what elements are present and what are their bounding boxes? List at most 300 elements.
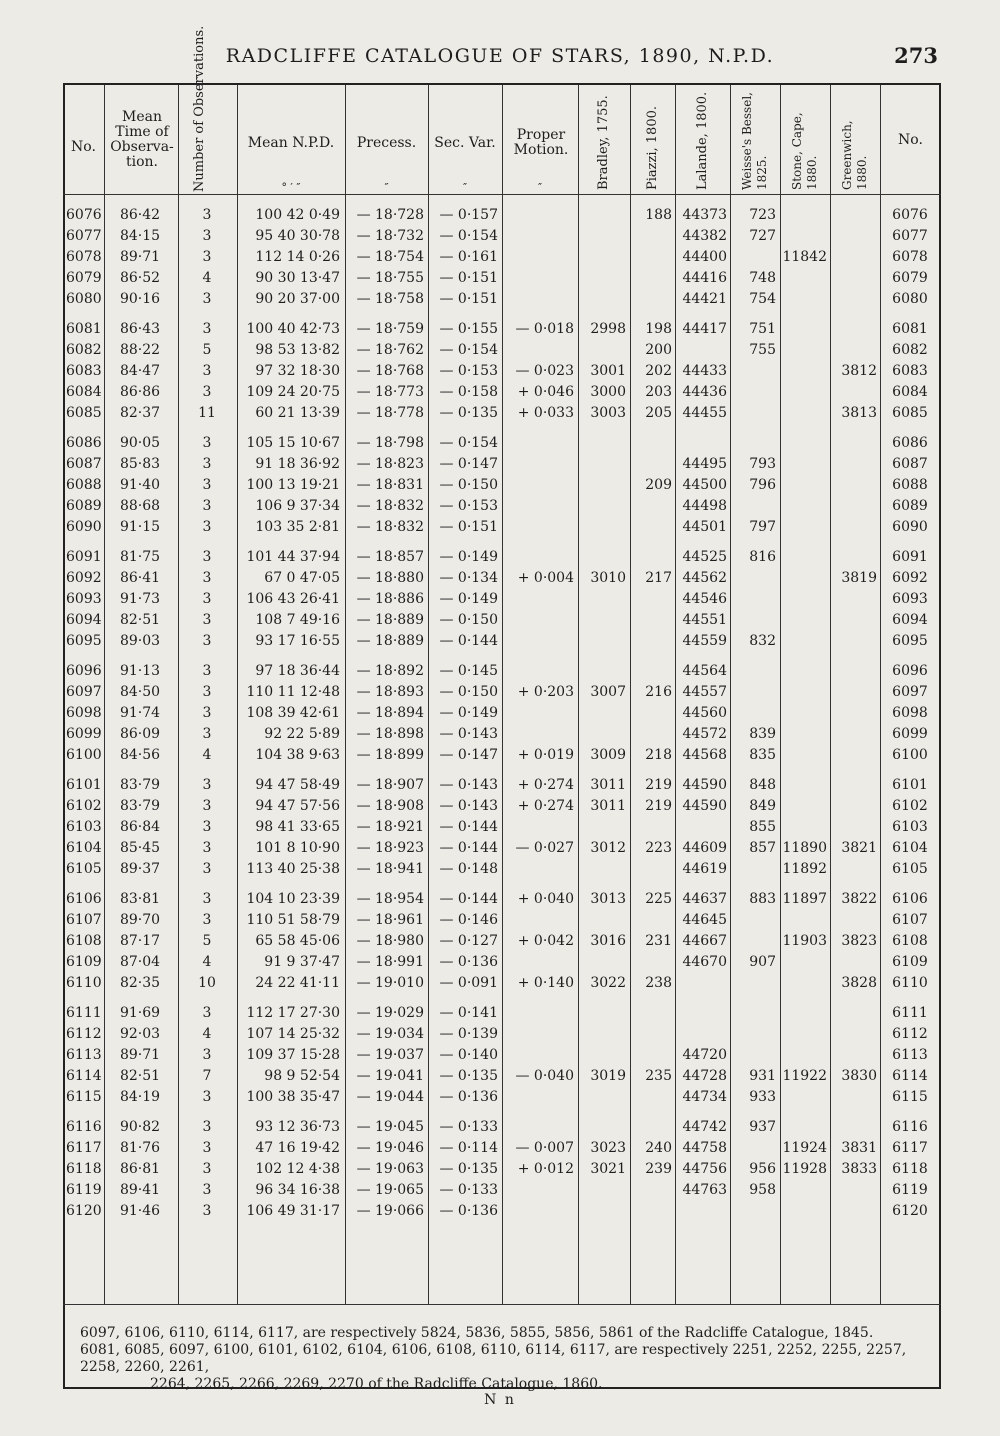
table-cell-n: 3 (202, 498, 212, 514)
table-cell-sv: — 0·141 (439, 1005, 498, 1021)
table-cell-gr: 3833 (841, 1161, 877, 1177)
table-cell-lal: 44590 (682, 777, 727, 793)
table-cell-prec: — 19·045 (356, 1119, 424, 1135)
table-cell-npd: 104 38 9·63 (255, 747, 340, 763)
table-cell-no2: 6085 (892, 405, 928, 421)
table-cell-npd: 112 17 27·30 (246, 1005, 340, 1021)
table-cell-no2: 6111 (892, 1005, 928, 1021)
table-cell-n: 3 (202, 549, 212, 565)
table-cell-prec: — 18·857 (356, 549, 424, 565)
table-cell-time: 87·17 (119, 933, 161, 949)
table-cell-lal: 44637 (682, 891, 727, 907)
table-cell-pm: + 0·019 (517, 747, 574, 763)
table-cell-piaz: 198 (645, 321, 672, 337)
table-cell-n: 3 (202, 1161, 212, 1177)
table-cell-piaz: 217 (645, 570, 672, 586)
table-cell-n: 3 (202, 1203, 212, 1219)
table-cell-time: 91·74 (119, 705, 161, 721)
table-cell-no: 6115 (66, 1089, 102, 1105)
table-cell-no2: 6119 (892, 1182, 928, 1198)
table-cell-n: 4 (202, 747, 212, 763)
table-cell-lal: 44501 (682, 519, 727, 535)
col-header-piazzi: Piazzi, 1800. (645, 106, 660, 190)
table-cell-no2: 6097 (892, 684, 928, 700)
table-cell-weis: 793 (749, 456, 776, 472)
table-cell-lal: 44551 (682, 612, 727, 628)
table-cell-time: 86·41 (119, 570, 161, 586)
table-cell-sv: — 0·151 (439, 270, 498, 286)
table-cell-lal: 44670 (682, 954, 727, 970)
table-cell-no: 6109 (66, 954, 102, 970)
table-cell-no2: 6120 (892, 1203, 928, 1219)
table-cell-npd: 107 14 25·32 (246, 1026, 340, 1042)
table-cell-gr: 3822 (841, 891, 877, 907)
table-cell-lal: 44758 (682, 1140, 727, 1156)
table-cell-npd: 104 10 23·39 (246, 891, 340, 907)
table-cell-no: 6107 (66, 912, 102, 928)
table-cell-weis: 849 (749, 798, 776, 814)
table-cell-prec: — 18·768 (356, 363, 424, 379)
table-cell-time: 83·81 (119, 891, 161, 907)
table-cell-piaz: 219 (645, 798, 672, 814)
table-cell-stone: 11922 (782, 1068, 827, 1084)
table-cell-pm: + 0·274 (517, 798, 574, 814)
table-cell-time: 91·69 (119, 1005, 161, 1021)
table-cell-lal: 44564 (682, 663, 727, 679)
table-cell-piaz: 223 (645, 840, 672, 856)
table-cell-time: 91·15 (119, 519, 161, 535)
table-cell-npd: 93 17 16·55 (255, 633, 340, 649)
table-cell-weis: 796 (749, 477, 776, 493)
table-cell-prec: — 18·732 (356, 228, 424, 244)
table-cell-npd: 94 47 58·49 (255, 777, 340, 793)
table-cell-no: 6119 (66, 1182, 102, 1198)
table-cell-piaz: 216 (645, 684, 672, 700)
table-cell-no2: 6105 (892, 861, 928, 877)
table-cell-no2: 6103 (892, 819, 928, 835)
table-cell-npd: 110 11 12·48 (246, 684, 340, 700)
table-cell-sv: — 0·149 (439, 549, 498, 565)
table-cell-n: 3 (202, 798, 212, 814)
table-cell-npd: 105 15 10·67 (246, 435, 340, 451)
table-cell-no: 6078 (66, 249, 102, 265)
table-cell-lal: 44433 (682, 363, 727, 379)
table-cell-no: 6106 (66, 891, 102, 907)
table-cell-npd: 24 22 41·11 (255, 975, 340, 991)
table-cell-sv: — 0·154 (439, 228, 498, 244)
table-cell-prec: — 19·037 (356, 1047, 424, 1063)
table-cell-no2: 6110 (892, 975, 928, 991)
table-cell-pm: — 0·040 (515, 1068, 574, 1084)
table-cell-brad: 3023 (590, 1140, 626, 1156)
table-cell-stone: 11924 (782, 1140, 827, 1156)
table-cell-no: 6113 (66, 1047, 102, 1063)
table-cell-no2: 6090 (892, 519, 928, 535)
table-cell-piaz: 219 (645, 777, 672, 793)
table-cell-stone: 11903 (782, 933, 827, 949)
table-cell-n: 3 (202, 663, 212, 679)
table-cell-npd: 47 16 19·42 (255, 1140, 340, 1156)
table-cell-time: 82·51 (119, 612, 161, 628)
table-cell-n: 3 (202, 633, 212, 649)
table-cell-n: 3 (202, 705, 212, 721)
table-cell-time: 89·71 (119, 1047, 161, 1063)
table-cell-no2: 6077 (892, 228, 928, 244)
table-cell-lal: 44756 (682, 1161, 727, 1177)
table-cell-n: 5 (202, 342, 212, 358)
table-cell-lal: 44728 (682, 1068, 727, 1084)
table-cell-n: 3 (202, 456, 212, 472)
table-cell-piaz: 209 (645, 477, 672, 493)
table-cell-sv: — 0·150 (439, 684, 498, 700)
table-cell-piaz: 200 (645, 342, 672, 358)
table-cell-weis: 797 (749, 519, 776, 535)
table-cell-n: 11 (198, 405, 216, 421)
table-cell-npd: 100 38 35·47 (246, 1089, 340, 1105)
table-cell-stone: 11892 (782, 861, 827, 877)
table-cell-pm: + 0·203 (517, 684, 574, 700)
table-cell-n: 4 (202, 270, 212, 286)
table-cell-time: 86·09 (119, 726, 161, 742)
page-title: RADCLIFFE CATALOGUE OF STARS, 1890, N.P.D. (225, 45, 775, 67)
table-cell-no: 6096 (66, 663, 102, 679)
table-cell-n: 3 (202, 819, 212, 835)
table-cell-no2: 6100 (892, 747, 928, 763)
table-cell-prec: — 19·010 (356, 975, 424, 991)
table-cell-prec: — 18·991 (356, 954, 424, 970)
table-cell-npd: 103 35 2·81 (255, 519, 340, 535)
table-cell-no2: 6106 (892, 891, 928, 907)
table-cell-gr: 3830 (841, 1068, 877, 1084)
table-cell-piaz: 202 (645, 363, 672, 379)
table-cell-lal: 44572 (682, 726, 727, 742)
table-cell-sv: — 0·134 (439, 570, 498, 586)
table-cell-no2: 6086 (892, 435, 928, 451)
table-cell-no: 6095 (66, 633, 102, 649)
table-cell-time: 86·43 (119, 321, 161, 337)
table-cell-prec: — 18·754 (356, 249, 424, 265)
table-cell-prec: — 18·759 (356, 321, 424, 337)
table-cell-gr: 3828 (841, 975, 877, 991)
table-cell-time: 84·15 (119, 228, 161, 244)
table-cell-lal: 44417 (682, 321, 727, 337)
col-header-no-right: No. (898, 132, 923, 148)
footnote-line: 6097, 6106, 6110, 6114, 6117, are respectively 5824, 5836, 5855, 5856, 5861 of the Radcliffe Catalogue, 1845. (80, 1325, 874, 1341)
table-cell-sv: — 0·140 (439, 1047, 498, 1063)
table-cell-weis: 931 (749, 1068, 776, 1084)
table-cell-time: 89·41 (119, 1182, 161, 1198)
table-cell-piaz: 218 (645, 747, 672, 763)
table-cell-sv: — 0·136 (439, 1203, 498, 1219)
table-cell-no2: 6112 (892, 1026, 928, 1042)
table-cell-prec: — 18·832 (356, 519, 424, 535)
table-cell-n: 3 (202, 321, 212, 337)
table-cell-pm: — 0·007 (515, 1140, 574, 1156)
table-cell-weis: 907 (749, 954, 776, 970)
table-cell-n: 3 (202, 1140, 212, 1156)
table-cell-no: 6085 (66, 405, 102, 421)
table-cell-no2: 6107 (892, 912, 928, 928)
table-cell-prec: — 18·832 (356, 498, 424, 514)
table-cell-n: 3 (202, 519, 212, 535)
table-cell-lal: 44373 (682, 207, 727, 223)
table-cell-sv: — 0·146 (439, 912, 498, 928)
table-cell-no2: 6113 (892, 1047, 928, 1063)
table-cell-no2: 6114 (892, 1068, 928, 1084)
table-cell-pm: — 0·018 (515, 321, 574, 337)
table-cell-brad: 3013 (590, 891, 626, 907)
table-cell-no2: 6096 (892, 663, 928, 679)
table-cell-pm: — 0·023 (515, 363, 574, 379)
table-cell-brad: 3003 (590, 405, 626, 421)
table-cell-n: 3 (202, 840, 212, 856)
table-cell-prec: — 18·892 (356, 663, 424, 679)
table-cell-lal: 44525 (682, 549, 727, 565)
table-cell-lal: 44416 (682, 270, 727, 286)
table-cell-no: 6116 (66, 1119, 102, 1135)
table-cell-npd: 110 51 58·79 (246, 912, 340, 928)
table-cell-weis: 832 (749, 633, 776, 649)
table-cell-brad: 3011 (590, 777, 626, 793)
table-cell-prec: — 18·889 (356, 633, 424, 649)
table-cell-sv: — 0·143 (439, 777, 498, 793)
table-cell-no2: 6102 (892, 798, 928, 814)
table-cell-weis: 727 (749, 228, 776, 244)
table-cell-npd: 91 9 37·47 (264, 954, 340, 970)
table-cell-n: 3 (202, 435, 212, 451)
table-cell-sv: — 0·154 (439, 435, 498, 451)
table-cell-pm: + 0·042 (517, 933, 574, 949)
table-cell-sv: — 0·143 (439, 798, 498, 814)
table-cell-n: 3 (202, 861, 212, 877)
table-cell-no: 6100 (66, 747, 102, 763)
table-cell-time: 89·03 (119, 633, 161, 649)
table-cell-lal: 44500 (682, 477, 727, 493)
table-cell-no2: 6101 (892, 777, 928, 793)
table-cell-pm: + 0·046 (517, 384, 574, 400)
table-cell-weis: 755 (749, 342, 776, 358)
table-cell-prec: — 19·044 (356, 1089, 424, 1105)
table-cell-time: 86·42 (119, 207, 161, 223)
table-cell-n: 3 (202, 777, 212, 793)
table-cell-time: 90·82 (119, 1119, 161, 1135)
col-header-secvar-units: ″ (462, 181, 468, 194)
table-cell-weis: 857 (749, 840, 776, 856)
table-cell-time: 89·37 (119, 861, 161, 877)
table-cell-pm: + 0·140 (517, 975, 574, 991)
table-cell-lal: 44546 (682, 591, 727, 607)
table-cell-sv: — 0·144 (439, 891, 498, 907)
table-cell-no: 6112 (66, 1026, 102, 1042)
col-header-proper-motion-units: ″ (537, 181, 543, 194)
table-cell-sv: — 0·151 (439, 519, 498, 535)
table-cell-lal: 44436 (682, 384, 727, 400)
col-header-precess-units: ″ (384, 181, 389, 194)
table-cell-piaz: 205 (645, 405, 672, 421)
table-cell-time: 91·46 (119, 1203, 161, 1219)
table-cell-prec: — 18·762 (356, 342, 424, 358)
table-cell-n: 3 (202, 1047, 212, 1063)
table-cell-brad: 3021 (590, 1161, 626, 1177)
table-cell-lal: 44382 (682, 228, 727, 244)
table-cell-time: 81·76 (119, 1140, 161, 1156)
column-rule (780, 85, 781, 1304)
table-cell-sv: — 0·149 (439, 705, 498, 721)
table-cell-sv: — 0·133 (439, 1119, 498, 1135)
table-cell-prec: — 18·898 (356, 726, 424, 742)
table-cell-n: 3 (202, 291, 212, 307)
table-cell-time: 82·35 (119, 975, 161, 991)
table-cell-time: 84·56 (119, 747, 161, 763)
table-cell-weis: 723 (749, 207, 776, 223)
table-cell-time: 81·75 (119, 549, 161, 565)
table-cell-no: 6108 (66, 933, 102, 949)
table-cell-lal: 44562 (682, 570, 727, 586)
table-cell-npd: 90 20 37·00 (255, 291, 340, 307)
table-cell-sv: — 0·145 (439, 663, 498, 679)
table-cell-no: 6111 (66, 1005, 102, 1021)
table-cell-no2: 6089 (892, 498, 928, 514)
table-cell-no: 6089 (66, 498, 102, 514)
table-cell-no2: 6093 (892, 591, 928, 607)
table-cell-time: 85·45 (119, 840, 161, 856)
table-cell-lal: 44400 (682, 249, 727, 265)
col-header-greenwich: Greenwich, 1880. (840, 120, 869, 190)
table-cell-npd: 96 34 16·38 (255, 1182, 340, 1198)
table-cell-pm: + 0·012 (517, 1161, 574, 1177)
table-cell-no2: 6082 (892, 342, 928, 358)
table-cell-lal: 44559 (682, 633, 727, 649)
table-cell-no2: 6084 (892, 384, 928, 400)
table-cell-time: 89·71 (119, 249, 161, 265)
table-cell-sv: — 0·091 (439, 975, 498, 991)
col-header-no: No. (71, 139, 96, 155)
table-cell-n: 3 (202, 249, 212, 265)
table-cell-npd: 102 12 4·38 (255, 1161, 340, 1177)
table-cell-no: 6077 (66, 228, 102, 244)
table-cell-no: 6117 (66, 1140, 102, 1156)
table-cell-n: 3 (202, 477, 212, 493)
table-cell-lal: 44742 (682, 1119, 727, 1135)
table-cell-brad: 3001 (590, 363, 626, 379)
table-cell-npd: 109 24 20·75 (246, 384, 340, 400)
table-cell-prec: — 19·046 (356, 1140, 424, 1156)
table-cell-no: 6105 (66, 861, 102, 877)
table-cell-no2: 6108 (892, 933, 928, 949)
table-cell-no2: 6117 (892, 1140, 928, 1156)
table-cell-n: 5 (202, 933, 212, 949)
table-cell-sv: — 0·158 (439, 384, 498, 400)
table-cell-weis: 933 (749, 1089, 776, 1105)
table-cell-time: 86·52 (119, 270, 161, 286)
table-cell-sv: — 0·136 (439, 954, 498, 970)
col-header-proper-motion: Proper Motion. (513, 127, 569, 158)
table-cell-lal: 44495 (682, 456, 727, 472)
col-header-npd-units: ° ′ ″ (281, 181, 301, 194)
table-cell-prec: — 18·923 (356, 840, 424, 856)
table-cell-sv: — 0·157 (439, 207, 498, 223)
table-cell-no: 6097 (66, 684, 102, 700)
table-cell-npd: 92 22 5·89 (264, 726, 340, 742)
table-cell-no2: 6079 (892, 270, 928, 286)
table-cell-sv: — 0·139 (439, 1026, 498, 1042)
table-cell-prec: — 18·880 (356, 570, 424, 586)
table-cell-n: 3 (202, 363, 212, 379)
table-cell-time: 90·16 (119, 291, 161, 307)
table-cell-weis: 751 (749, 321, 776, 337)
table-cell-prec: — 18·961 (356, 912, 424, 928)
table-cell-lal: 44763 (682, 1182, 727, 1198)
table-cell-no: 6098 (66, 705, 102, 721)
table-cell-npd: 106 49 31·17 (246, 1203, 340, 1219)
table-cell-no: 6079 (66, 270, 102, 286)
table-cell-sv: — 0·147 (439, 456, 498, 472)
table-cell-prec: — 18·908 (356, 798, 424, 814)
column-rule (830, 85, 831, 1304)
table-cell-gr: 3831 (841, 1140, 877, 1156)
table-cell-brad: 3010 (590, 570, 626, 586)
table-cell-piaz: 240 (645, 1140, 672, 1156)
table-cell-weis: 937 (749, 1119, 776, 1135)
table-cell-no: 6082 (66, 342, 102, 358)
table-cell-lal: 44619 (682, 861, 727, 877)
table-cell-npd: 67 0 47·05 (264, 570, 340, 586)
footnote-line: 2264, 2265, 2266, 2269, 2270 of the Radcliffe Catalogue, 1860. (150, 1376, 603, 1392)
footnote-line: 6081, 6085, 6097, 6100, 6101, 6102, 6104, 6106, 6108, 6110, 6114, 6117, are respectively 2251, 2252, 2255, 2257, 2258, 2260, 2261, (80, 1342, 907, 1375)
table-cell-sv: — 0·144 (439, 840, 498, 856)
table-cell-piaz: 188 (645, 207, 672, 223)
table-cell-prec: — 19·034 (356, 1026, 424, 1042)
table-cell-piaz: 225 (645, 891, 672, 907)
table-cell-time: 91·40 (119, 477, 161, 493)
table-cell-prec: — 19·041 (356, 1068, 424, 1084)
table-cell-n: 3 (202, 1119, 212, 1135)
table-cell-time: 83·79 (119, 777, 161, 793)
table-cell-n: 3 (202, 1182, 212, 1198)
table-cell-n: 4 (202, 1026, 212, 1042)
table-cell-npd: 65 58 45·06 (255, 933, 340, 949)
table-cell-no2: 6078 (892, 249, 928, 265)
table-cell-npd: 60 21 13·39 (255, 405, 340, 421)
table-cell-weis: 816 (749, 549, 776, 565)
table-cell-weis: 754 (749, 291, 776, 307)
footer-rule (63, 1304, 941, 1305)
table-cell-pm: + 0·033 (517, 405, 574, 421)
table-cell-time: 85·83 (119, 456, 161, 472)
table-cell-npd: 100 42 0·49 (255, 207, 340, 223)
table-cell-no2: 6088 (892, 477, 928, 493)
column-rule (178, 85, 179, 1304)
table-cell-npd: 98 53 13·82 (255, 342, 340, 358)
table-cell-gr: 3813 (841, 405, 877, 421)
table-cell-lal: 44720 (682, 1047, 727, 1063)
table-cell-pm: + 0·040 (517, 891, 574, 907)
table-cell-brad: 3000 (590, 384, 626, 400)
table-cell-time: 89·70 (119, 912, 161, 928)
table-cell-no: 6076 (66, 207, 102, 223)
table-cell-time: 91·73 (119, 591, 161, 607)
table-cell-n: 3 (202, 591, 212, 607)
table-cell-prec: — 18·823 (356, 456, 424, 472)
table-cell-stone: 11928 (782, 1161, 827, 1177)
column-rule (675, 85, 676, 1304)
table-cell-prec: — 18·980 (356, 933, 424, 949)
table-cell-time: 88·68 (119, 498, 161, 514)
table-cell-sv: — 0·144 (439, 633, 498, 649)
column-rule (502, 85, 503, 1304)
col-header-mean-time: Mean Time of Observa-tion. (110, 109, 174, 170)
col-header-precess: Precess. (356, 135, 417, 151)
